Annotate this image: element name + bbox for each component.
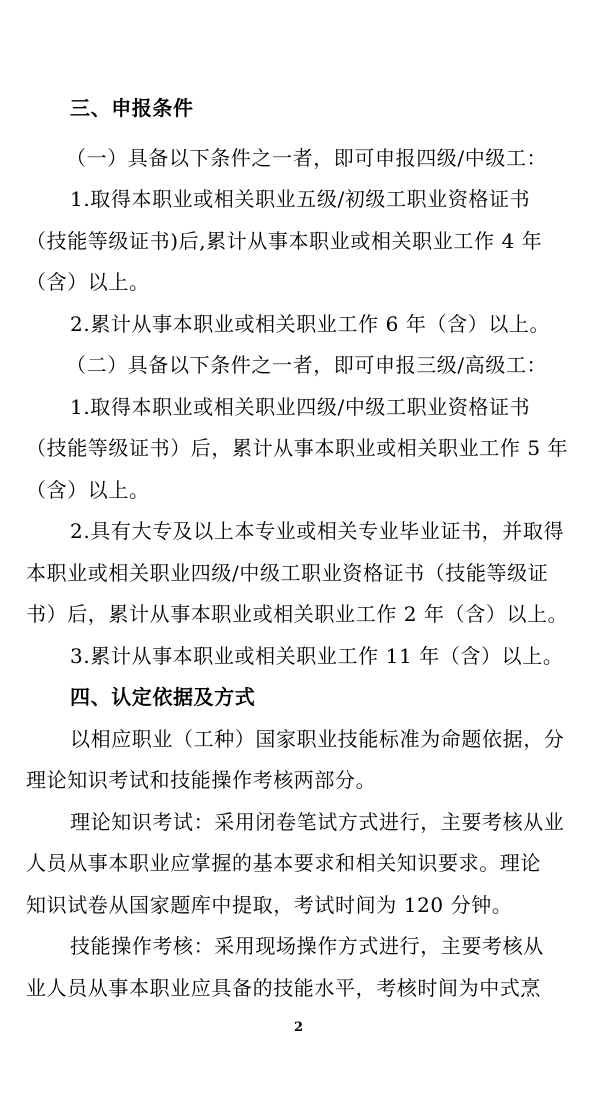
paragraph-line: 书）后，累计从事本职业或相关职业工作 2 年（含）以上。 [26,602,569,626]
paragraph-line: 人员从事本职业应掌握的基本要求和相关知识要求。理论 [26,851,541,875]
subsection-heading-level-4: （一）具备以下条件之一者，即可申报四级/中级工： [66,146,548,170]
page-number: 2 [294,1020,304,1035]
paragraph-line: 1.取得本职业或相关职业四级/中级工职业资格证书 [70,395,531,419]
paragraph-line: （技能等级证书）后，累计从事本职业或相关职业工作 5 年 [26,436,569,460]
paragraph-line: 2.具有大专及以上本专业或相关专业毕业证书，并取得 [70,519,565,543]
paragraph-line: 理论知识考试和技能操作考核两部分。 [26,768,377,792]
paragraph-line: 业人员从事本职业应具备的技能水平，考核时间为中式烹 [26,976,541,1000]
section-heading-basis-and-method: 四、认定依据及方式 [70,685,256,709]
paragraph-line: （含）以上。 [26,270,150,294]
subsection-heading-level-3: （二）具备以下条件之一者，即可申报三级/高级工： [66,353,548,377]
section-heading-application-conditions: 三、申报条件 [70,96,194,120]
paragraph-line: 技能操作考核：采用现场操作方式进行，主要考核从 [70,934,544,958]
paragraph-line: 1.取得本职业或相关职业五级/初级工职业资格证书 [70,187,531,211]
paragraph-line: 2.累计从事本职业或相关职业工作 6 年（含）以上。 [70,312,551,336]
paragraph-line: （含）以上。 [26,478,150,502]
paragraph-line: 本职业或相关职业四级/中级工职业资格证书（技能等级证 [26,561,549,585]
paragraph-line: 知识试卷从国家题库中提取，考试时间为 120 分钟。 [26,893,513,917]
paragraph-line: 以相应职业（工种）国家职业技能标准为命题依据，分 [70,727,565,751]
paragraph-line: 3.累计从事本职业或相关职业工作 11 年（含）以上。 [70,644,564,668]
paragraph-line: 理论知识考试：采用闭卷笔试方式进行，主要考核从业 [70,810,565,834]
paragraph-line: （技能等级证书)后,累计从事本职业或相关职业工作 4 年 [26,229,543,253]
